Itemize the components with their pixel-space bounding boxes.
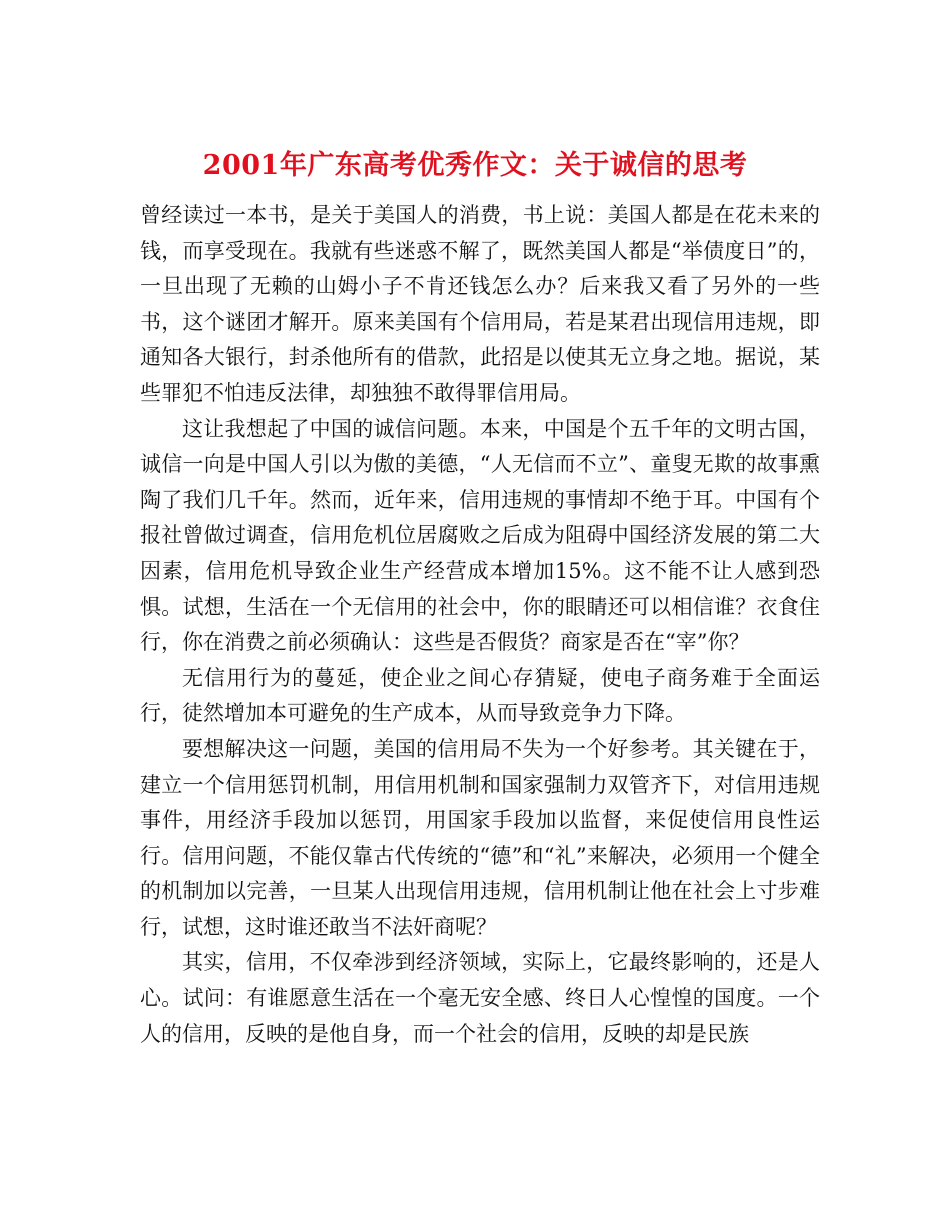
paragraph-4: 要想解决这一问题，美国的信用局不失为一个好参考。其关键在于，建立一个信用惩罚机制，用信用机制和国家强制力双管齐下，对信用违规事件，用经济手段加以惩罚，用国家手段加以监督，来促使信用良性运行。信用问题，不能仅靠古代传统的“德”和“礼”来解决，必须用一个健全的机制加以完善，一旦某人出现信用违规，信用机制让他在社会上寸步难行，试想，这时谁还敢当不法奸商呢？ (140, 736, 820, 939)
paragraph-5: 其实，信用，不仅牵涉到经济领域，实际上，它最终影响的，还是人心。试问：有谁愿意生活在一个毫无安全感、终日人心惶惶的国度。一个人的信用，反映的是他自身，而一个社会的信用，反映的却是民族 (140, 950, 820, 1046)
paragraph-1: 曾经读过一本书，是关于美国人的消费，书上说：美国人都是在花未来的钱，而享受现在。我就有些迷惑不解了，既然美国人都是“举债度日”的，一旦出现了无赖的山姆小子不肯还钱怎么办？后来我又看了另外的一些书，这个谜团才解开。原来美国有个信用局，若是某君出现信用违规，即通知各大银行，封杀他所有的借款，此招是以使其无立身之地。据说，某些罪犯不怕违反法律，却独独不敢得罪信用局。 (140, 203, 820, 405)
document-body (140, 198, 820, 1052)
paragraph-3: 无信用行为的蔓延，使企业之间心存猜疑，使电子商务难于全面运行，徒然增加本可避免的生产成本，从而导致竞争力下降。 (140, 665, 820, 726)
paragraph-2: 这让我想起了中国的诚信问题。本来，中国是个五千年的文明古国，诚信一向是中国人引以为傲的美德，“人无信而不立”、童叟无欺的故事熏陶了我们几千年。然而，近年来，信用违规的事情却不绝于耳。中国有个报社曾做过调查，信用危机位居腐败之后成为阻碍中国经济发展的第二大因素，信用危机导致企业生产经营成本增加15%。这不能不让人感到恐惧。试想，生活在一个无信用的社会中，你的眼睛还可以相信谁？衣食住行，你在消费之前必须确认：这些是否假货？商家是否在“宰”你？ (140, 416, 820, 655)
document-title: 2001年广东高考优秀作文：关于诚信的思考 (202, 150, 748, 182)
